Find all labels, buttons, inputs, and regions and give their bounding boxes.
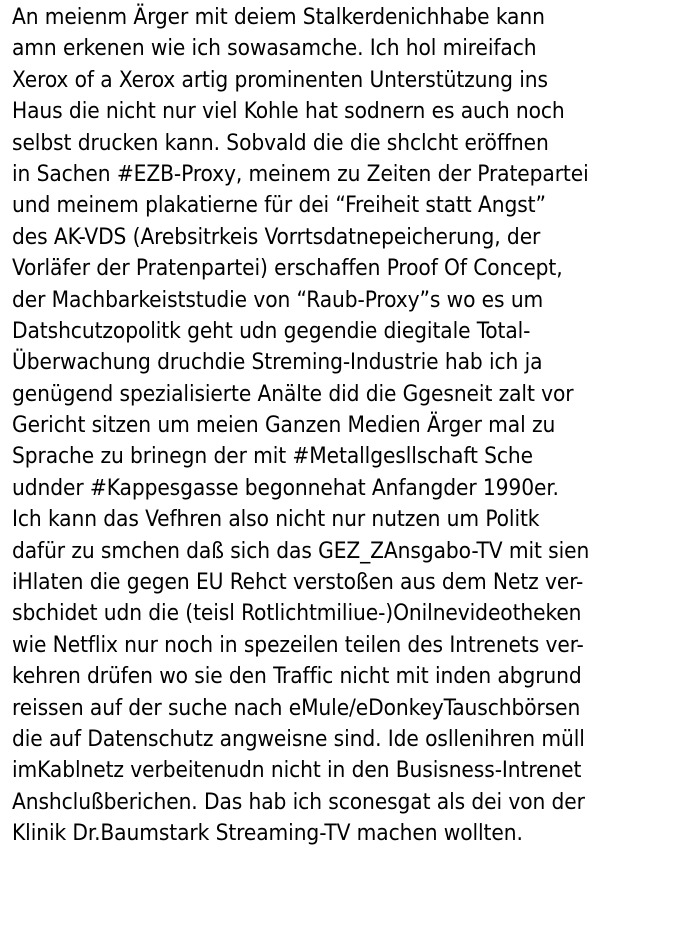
text-line: dafür zu smchen daß sich das GEZ_ZAnsgabo-TV mit sien bbox=[12, 537, 590, 564]
body-text bbox=[12, 2, 680, 850]
text-line: Gericht sitzen um meien Ganzen Medien Ärger mal zu bbox=[12, 412, 556, 439]
text-line: wie Netflix nur noch in spezeilen teilen des Intrenets ver- bbox=[12, 631, 584, 658]
text-line: Überwachung druchdie Streming-Industrie hab ich ja bbox=[12, 349, 543, 376]
text-line: Haus die nicht nur viel Kohle hat sodnern es auch noch bbox=[12, 98, 565, 125]
text-line: sbchidet udn die (teisl Rotlichtmiliue-)Onilnevideotheken bbox=[12, 600, 582, 627]
text-line: imKablnetz verbeitenudn nicht in den Busisness-Intrenet bbox=[12, 757, 582, 784]
text-line: des AK-VDS (Arebsitrkeis Vorrtsdatnepeicherung, der bbox=[12, 223, 541, 250]
text-line: Xerox of a Xerox artig prominenten Unterstützung ins bbox=[12, 66, 548, 93]
text-line: die auf Datenschutz angweisne sind. Ide osllenihren müll bbox=[12, 725, 585, 752]
text-line: der Machbarkeiststudie von “Raub-Proxy”s wo es um bbox=[12, 286, 544, 313]
text-line: Datshcutzopolitk geht udn gegendie diegitale Total- bbox=[12, 317, 531, 344]
text-line: Ich kann das Vefhren also nicht nur nutzen um Politk bbox=[12, 506, 540, 533]
text-line: iHlaten die gegen EU Rehct verstoßen aus dem Netz ver- bbox=[12, 569, 584, 596]
text-line: und meinem plakatierne für dei “Freiheit statt Angst” bbox=[12, 192, 546, 219]
text-line: An meienm Ärger mit deiem Stalkerdenichhabe kann bbox=[12, 4, 545, 30]
text-line: amn erkenen wie ich sowasamche. Ich hol mireifach bbox=[12, 35, 537, 62]
text-line: Klinik Dr.Baumstark Streaming-TV machen wollten. bbox=[12, 820, 523, 847]
text-line: genügend spezialisierte Anälte did die Ggesneit zalt vor bbox=[12, 380, 574, 407]
text-line: selbst drucken kann. Sobvald die die shclcht eröffnen bbox=[12, 129, 549, 156]
text-line: Sprache zu brinegn der mit #Metallgesllschaft Sche bbox=[12, 443, 533, 470]
text-line: in Sachen #EZB-Proxy, meinem zu Zeiten der Pratepartei bbox=[12, 160, 589, 187]
text-line: kehren drüfen wo sie den Traffic nicht mit inden abgrund bbox=[12, 663, 582, 690]
text-line: Anshclußberichen. Das hab ich sconesgat als dei von der bbox=[12, 788, 585, 815]
text-line: reissen auf der suche nach eMule/eDonkeyTauschbörsen bbox=[12, 694, 581, 721]
text-line: udnder #Kappesgasse begonnehat Anfangder 1990er. bbox=[12, 474, 559, 501]
text-line: Vorläfer der Pratenpartei) erschaffen Proof Of Concept, bbox=[12, 255, 563, 282]
